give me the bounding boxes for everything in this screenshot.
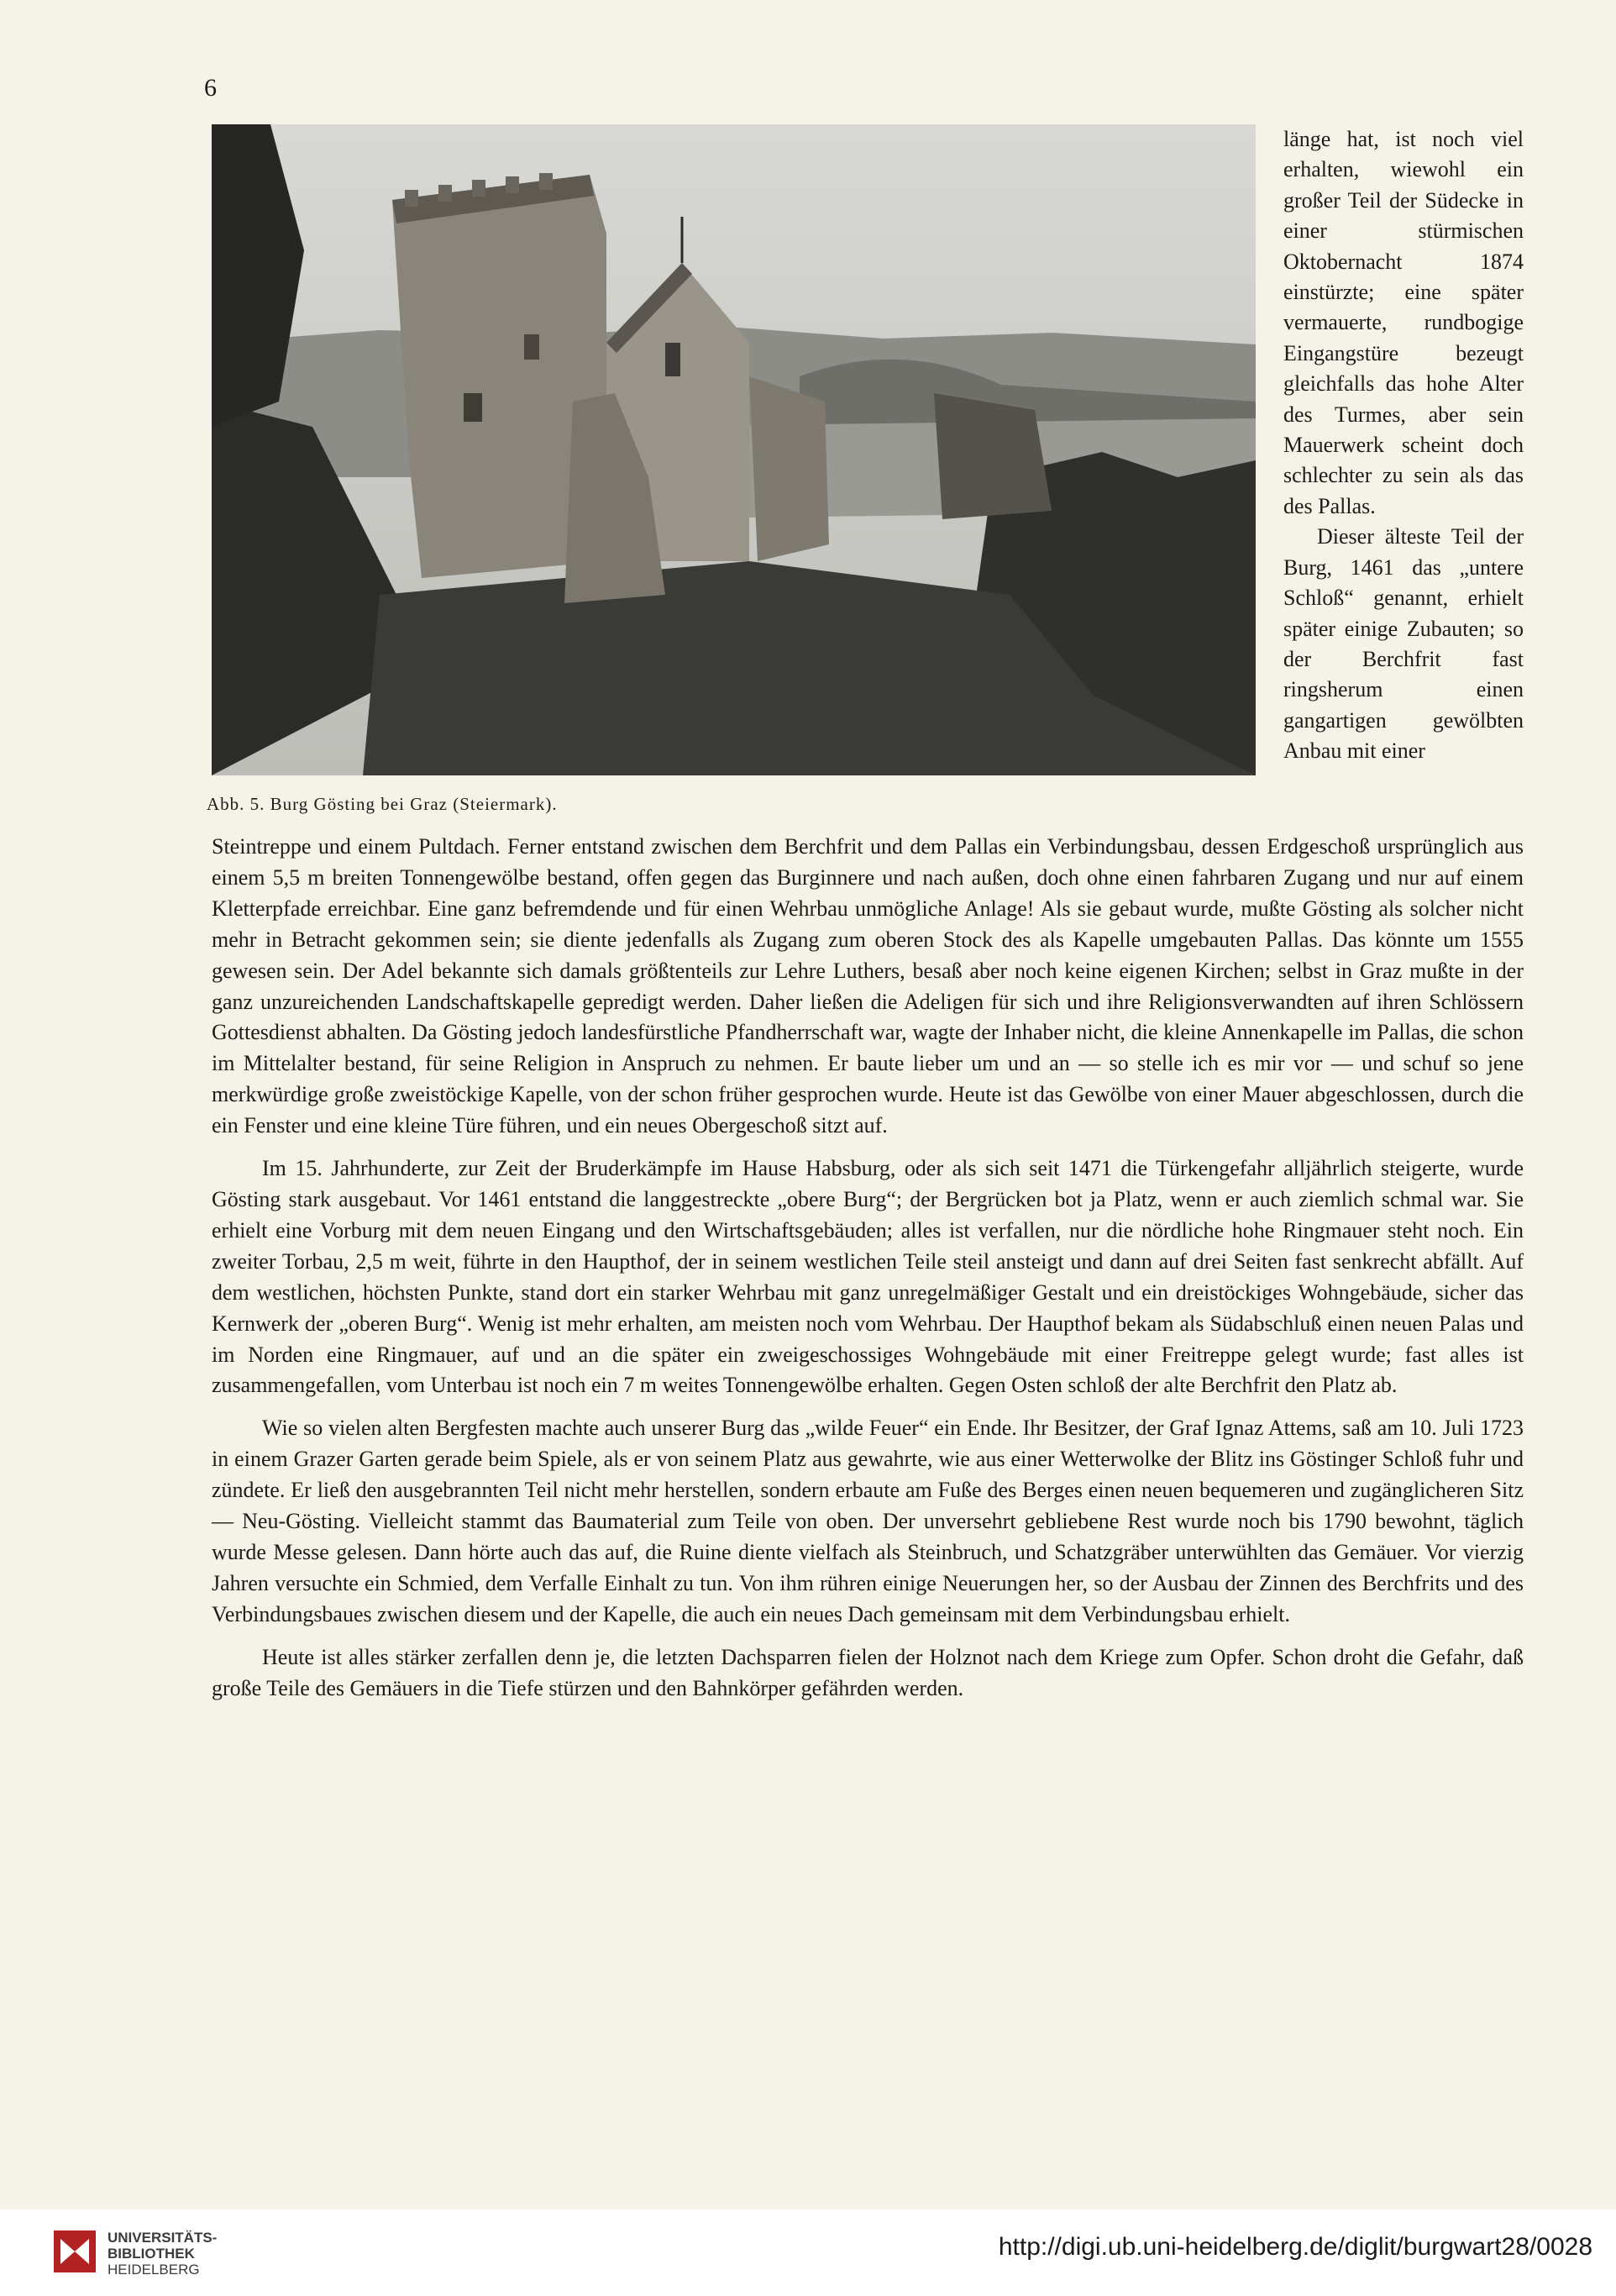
library-name-line: HEIDELBERG — [108, 2262, 200, 2278]
body-text — [212, 832, 1524, 1715]
side-paragraph: Dieser älteste Teil der Burg, 1461 das „untere Schloß“ genannt, erhielt später einige Zubauten; so der Berchfrit fast ringsherum einen gangartigen gewölbten Anbau mit einer — [1283, 524, 1524, 764]
library-footer — [0, 2209, 1616, 2296]
castle-ruin-image — [212, 124, 1256, 775]
body-paragraph: Heute ist alles stärker zerfallen denn je, die letzten Dachsparren fielen der Holznot nach dem Kriege zum Opfer. Schon droht die Gefahr, daß große Teile des Gemäuers in die Tiefe stürzen und den Bahnkörper gefährden werden. — [212, 1644, 1524, 1700]
source-url-link[interactable]: http://digi.ub.uni-heidelberg.de/diglit/burgwart28/0028 — [998, 2233, 1592, 2261]
library-name-line: UNIVERSITÄTS- — [108, 2230, 218, 2246]
page-number: 6 — [204, 74, 217, 102]
library-name-line: BIBLIOTHEK — [108, 2246, 195, 2262]
library-name — [108, 2230, 217, 2278]
library-logo-icon — [54, 2230, 96, 2272]
body-paragraph: Wie so vielen alten Bergfesten machte auch unserer Burg das „wilde Feuer“ ein Ende. Ihr Besitzer, der Graf Ignaz Attems, saß am 10. Juli 1723 in einem Grazer Garten gerade beim Spiele, als er von seinem Platz aus gewahrte, wie aus einer Wetterwolke der Blitz ins Göstinger Schloß fuhr und zündete. Er ließ den ausgebrannten Teil nicht mehr herstellen, sondern erbaute am Fuße des Berges einen neuen bequemeren und zugänglicheren Sitz — Neu-Gösting. Vielleicht stammt das Baumaterial zum Teile von oben. Der unversehrt gebliebene Rest wurde noch bis 1790 bewohnt, täglich wurde Messe gelesen. Dann hörte auch das auf, die Ruine diente vielfach als Steinbruch, und Schatzgräber unterwühlten das Gemäuer. Vor vierzig Jahren versuchte ein Schmied, dem Verfalle Einhalt zu tun. Von ihm rühren einige Neuerungen her, so der Ausbau der Zinnen des Berchfrits und des Verbindungsbaues zwischen diesem und der Kapelle, die auch ein neues Dach gemeinsam mit dem Verbindungsbau erhielt. — [212, 1416, 1524, 1626]
side-paragraph: länge hat, ist noch viel erhalten, wiewohl ein großer Teil der Südecke in einer stürmischen Oktobernacht 1874 einstürzte; eine später vermauerte, rundbogige Eingangstüre bezeugt gleichfalls das hohe Alter des Turmes, aber sein Mauerwerk scheint doch schlechter zu sein als das des Pallas. — [1283, 127, 1524, 518]
body-paragraph: Steintreppe und einem Pultdach. Ferner entstand zwischen dem Berchfrit und dem Pallas ein Verbindungsbau, dessen Erdgeschoß ursprünglich aus einem 5,5 m breiten Tonnengewölbe bestand, offen gegen das Burginnere und nach außen, doch ohne einen fahrbaren Zugang und nur auf einem Kletterpfade erreichbar. Eine ganz befremdende und für einen Wehrbau unmögliche Anlage! Als sie gebaut wurde, mußte Gösting als solcher nicht mehr in Betracht gekommen sein; sie diente jedenfalls als Zugang zum oberen Stock des als Kapelle umgebauten Pallas. Das könnte um 1555 gewesen sein. Der Adel bekannte sich damals größtenteils zur Lehre Luthers, besaß aber noch keine eigenen Kirchen; selbst in Graz mußte in der ganz unzureichenden Landschaftskapelle gepredigt werden. Daher ließen die Adeligen für sich und ihre Religionsverwandten auf ihren Schlössern Gottesdienst abhalten. Da Gösting jedoch landesfürstliche Pfandherrschaft war, wagte der Inhaber nicht, die kleine Annenkapelle im Pallas, die schon im Mittelalter bestand, für seine Religion in Anspruch zu nehmen. Er baute lieber um und an — so stelle ich es mir vor — und schuf so jene merkwürdige große zweistöckige Kapelle, von der schon früher gesprochen wurde. Heute ist das Gewölbe von einer Mauer abgeschlossen, durch die ein Fenster und eine kleine Türe führen, und ein neues Obergeschoß sitzt auf. — [212, 834, 1524, 1138]
castle-photograph — [212, 124, 1256, 775]
side-column — [1283, 124, 1524, 767]
body-paragraph: Im 15. Jahrhunderte, zur Zeit der Bruderkämpfe im Hause Habsburg, oder als sich seit 1471 die Türkengefahr alljährlich steigerte, wurde Gösting stark ausgebaut. Vor 1461 entstand die langgestreckte „obere Burg“; der Bergrücken bot ja Platz, wenn er auch ziemlich schmal war. Sie erhielt eine Vorburg mit dem neuen Eingang und den Wirtschaftsgebäuden; alles ist verfallen, nur die nördliche hohe Ringmauer steht noch. Ein zweiter Torbau, 2,5 m weit, führte in den Haupthof, der in seinem westlichen Teile steil ansteigt und dann auf drei Seiten fast senkrecht abfällt. Auf dem westlichen, höchsten Punkte, stand dort ein starker Wehrbau mit ganz unregelmäßiger Gestalt und ein dreistöckiges Wohngebäude, sicher das Kernwerk der „oberen Burg“. Wenig ist mehr erhalten, am meisten noch vom Wehrbau. Der Haupthof bekam als Südabschluß einen neuen Palas und im Norden eine Ringmauer, auf und an die später ein zweigeschossiges Wohngebäude mit einer Freitreppe gelegt wurde; fast alles ist zusammengefallen, vom Unterbau ist noch ein 7 m weites Tonnengewölbe erhalten. Gegen Osten schloß der alte Berchfrit den Platz ab. — [212, 1156, 1524, 1398]
figure-caption: Abb. 5. Burg Gösting bei Graz (Steiermark). — [207, 794, 558, 814]
